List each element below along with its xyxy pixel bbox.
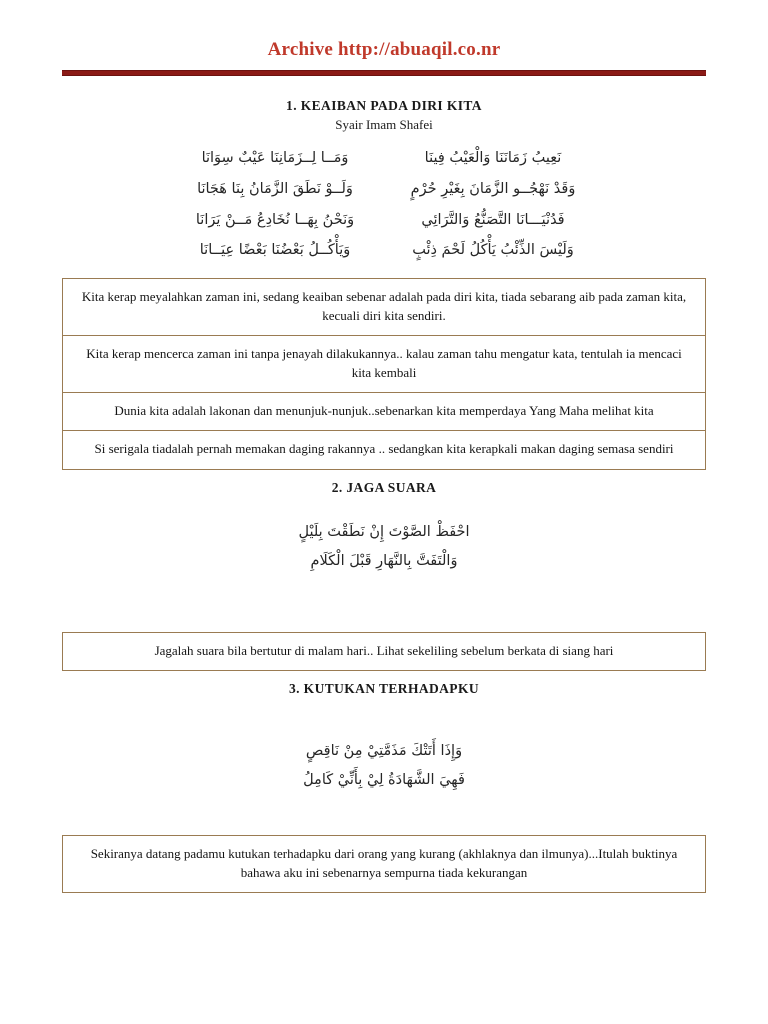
section-1-translation-boxes (62, 278, 706, 470)
verse-line: فَهِيَ الشَّهَادَةُ لِيْ بِأَنِّيْ كَامِلُ (303, 772, 465, 789)
verse-hemistich-left: وَلَــوْ نَطَقَ الزَّمَانُ بِنَا هَجَانَا (197, 180, 353, 197)
section-3 (62, 681, 706, 893)
translation-box: Jagalah suara bila bertutur di malam hari.. Lihat sekeliling sebelum berkata di siang hari (62, 632, 706, 671)
verse-hemistich-right: وَلَيْسَ الذِّئْبُ يَأْكُلُ لَحْمَ ذِئْبٍ (412, 242, 574, 259)
translation-box: Si serigala tiadalah pernah memakan daging rakannya .. sedangkan kita kerapkali makan daging semasa sendiri (63, 431, 705, 469)
archive-url-text: Archive http://abuaqil.co.nr (267, 39, 501, 60)
verse-line (62, 176, 706, 203)
translation-box: Dunia kita adalah lakonan dan menunjuk-nunjuk..sebenarkan kita memperdaya Yang Maha melihat kita (63, 393, 705, 431)
verse-line (62, 145, 706, 172)
verse-hemistich-right: نَعِيبُ زَمَانَنَا وَالْعَيْبُ فِينَا (424, 149, 562, 166)
section-3-verses (62, 737, 706, 795)
translation-box: Kita kerap meyalahkan zaman ini, sedang keaiban sebenar adalah pada diri kita, tiada sebarang aib pada zaman kita, kecuali diri kita sendiri. (63, 279, 705, 336)
verse-hemistich-right: فَدُنْيَـــانَا التَّصَنُّعُ وَالتَّرَائِي (421, 211, 565, 228)
archive-header (62, 0, 706, 61)
verse-line: احْفَظْ الصَّوْتَ إِنْ نَطَقْتَ بِلَيْلٍ (298, 523, 470, 540)
verse-line (62, 237, 706, 264)
verse-hemistich-left: وَيَأْكُــلُ بَعْضُنَا بَعْضًا عِيَــانَا (199, 242, 351, 259)
section-1 (62, 98, 706, 470)
verse-line: وَإِذَا أَتَتْكَ مَذَمَّتِيْ مِنْ نَاقِصٍ (305, 743, 463, 760)
translation-box: Kita kerap mencerca zaman ini tanpa jenayah dilakukannya.. kalau zaman tahu mengatur kata, tentulah ia mencaci kita kembali (63, 336, 705, 393)
verse-hemistich-left: وَنَحْنُ بِهَــا نُخَادِعُ مَــنْ يَرَانَا (195, 211, 355, 228)
verse-hemistich-left: وَمَــا لِــزَمَانِنَا عَيْبٌ سِوَانَا (201, 149, 349, 166)
section-2-title: 2. JAGA SUARA (331, 479, 437, 495)
section-1-title: 1. KEAIBAN PADA DIRI KITA (286, 97, 482, 113)
section-1-subtitle: Syair Imam Shafei (335, 116, 433, 132)
verse-line (62, 207, 706, 234)
translation-box: Sekiranya datang padamu kutukan terhadapku dari orang yang kurang (akhlaknya dan ilmunya)...Itulah buktinya bahawa aku ini sebenarnya sempurna tiada kekurangan (62, 835, 706, 893)
section-3-title: 3. KUTUKAN TERHADAPKU (288, 681, 480, 697)
verse-hemistich-right: وَقَدْ نَهْجُــو الزَّمَانَ بِغَيْرِ حُرْمٍ (410, 180, 576, 197)
section-2-verses (62, 518, 706, 576)
section-2 (62, 480, 706, 671)
verse-line: وَالْتَفَتَّ بِالنَّهَارِ قَبْلَ الْكَلَامِ (310, 552, 458, 569)
section-1-verses (62, 145, 706, 264)
